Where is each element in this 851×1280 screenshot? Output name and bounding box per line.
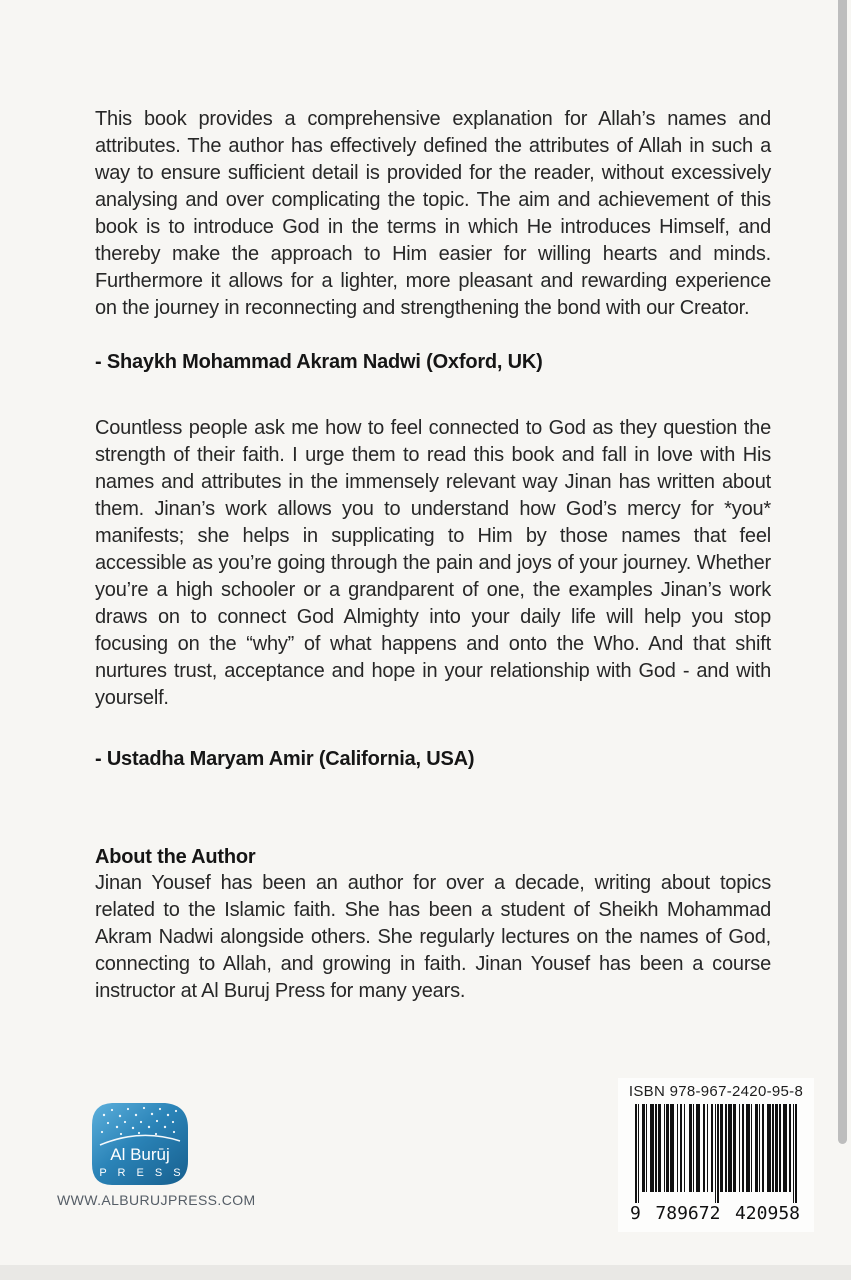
barcode-bar bbox=[655, 1104, 656, 1192]
photo-edge-shadow bbox=[0, 1265, 851, 1280]
ean13-barcode bbox=[635, 1104, 796, 1208]
barcode-bar bbox=[711, 1104, 714, 1192]
endorsement-1-text: This book provides a comprehensive explanation for Allah’s names and attributes. The author has effectively defined the attributes of Allah in such a way to ensure sufficient detail is provided for the reader, without excessively analysing and over complicating the topic. The aim and achievement of this book is to introduce God in the terms in which He introduces Himself, and thereby make the approach to Him easier for willing hearts and minds. Furthermore it allows for a lighter, more pleasant and rewarding experience on the journey in reconnecting and strengthening the bond with our Creator. bbox=[95, 108, 771, 319]
barcode-bar bbox=[677, 1104, 678, 1192]
back-cover-text-column bbox=[95, 106, 771, 1005]
barcode-bar bbox=[779, 1104, 780, 1192]
barcode-bar bbox=[715, 1104, 716, 1206]
about-author-text: Jinan Yousef has been an author for over a decade, writing about topics related to the Islamic faith. She has been a student of Sheikh Mohammad Akram Nadwi alongside others. She regularly lectures on the names of God, connecting to Allah, and growing in faith. Jinan Yousef has been a course instructor at Al Buruj Press for many years. bbox=[95, 872, 771, 1002]
barcode-bar bbox=[670, 1104, 674, 1192]
barcode-bar bbox=[658, 1104, 661, 1192]
barcode-bar bbox=[693, 1104, 694, 1192]
barcode-bar bbox=[725, 1104, 726, 1192]
endorsement-2-attribution: - Ustadha Maryam Amir (California, USA) bbox=[95, 748, 475, 770]
barcode-bar bbox=[696, 1104, 700, 1192]
barcode-bar bbox=[680, 1104, 683, 1192]
barcode-digit-group: 9 bbox=[630, 1203, 641, 1224]
publisher-website-url: WWW.ALBURUJPRESS.COM bbox=[57, 1192, 256, 1208]
logo-subtitle: P R E S S bbox=[99, 1167, 185, 1179]
about-author-heading: About the Author bbox=[95, 846, 256, 868]
barcode-digit-group: 789672 bbox=[655, 1203, 721, 1224]
barcode-digits bbox=[628, 1203, 802, 1224]
barcode-bar bbox=[664, 1104, 665, 1192]
barcode-bar bbox=[650, 1104, 654, 1192]
barcode-bar bbox=[795, 1104, 796, 1206]
barcode-bar bbox=[783, 1104, 787, 1192]
endorsement-1-attribution: - Shaykh Mohammad Akram Nadwi (Oxford, UK) bbox=[95, 351, 543, 373]
logo-title: Al Burūj bbox=[110, 1145, 170, 1164]
isbn-barcode-block bbox=[618, 1078, 814, 1232]
barcode-bar bbox=[666, 1104, 669, 1192]
barcode-bar bbox=[755, 1104, 758, 1192]
al-buruj-press-logo-icon bbox=[90, 1101, 190, 1187]
barcode-bar bbox=[759, 1104, 760, 1192]
barcode-bar bbox=[762, 1104, 765, 1192]
barcode-bar bbox=[684, 1104, 685, 1192]
barcode-bar bbox=[720, 1104, 723, 1192]
barcode-bar bbox=[793, 1104, 794, 1206]
barcode-bar bbox=[733, 1104, 736, 1192]
barcode-digit-group: 420958 bbox=[734, 1203, 800, 1224]
isbn-number-label: ISBN 978-967-2420-95-8 bbox=[628, 1083, 804, 1100]
publisher-logo bbox=[90, 1101, 190, 1187]
barcode-bar bbox=[789, 1104, 792, 1192]
barcode-bar bbox=[767, 1104, 771, 1192]
barcode-bar bbox=[646, 1104, 647, 1192]
endorsement-2-text: Countless people ask me how to feel connected to God as they question the strength of their faith. I urge them to read this book and fall in love with His names and attributes in the immensely relevant way Jinan has written about them. Jinan’s work allows you to understand how God’s mercy for *you* manifests; she helps in supplicating to Him by those names that feel accessible as you’re going through the pain and joys of your journey. Whether you’re a high schooler or a grandparent of one, the examples Jinan’s work draws on to connect God Almighty into your daily life will help you stop focusing on the “why” of what happens and onto the Who. And that shift nurtures trust, acceptance and hope in your relationship with God - and with yourself. bbox=[95, 417, 771, 709]
barcode-bar bbox=[746, 1104, 750, 1192]
barcode-bar bbox=[728, 1104, 732, 1192]
barcode-bar bbox=[707, 1104, 708, 1192]
barcode-bar bbox=[739, 1104, 740, 1192]
barcode-bar bbox=[689, 1104, 692, 1192]
barcode-bar bbox=[638, 1104, 639, 1206]
barcode-bar bbox=[717, 1104, 718, 1206]
barcode-bar bbox=[642, 1104, 645, 1192]
barcode-bar bbox=[772, 1104, 773, 1192]
barcode-bar bbox=[751, 1104, 752, 1192]
barcode-bar bbox=[635, 1104, 636, 1206]
barcode-bar bbox=[742, 1104, 745, 1192]
barcode-bar bbox=[775, 1104, 778, 1192]
barcode-bar bbox=[703, 1104, 706, 1192]
scrollbar-thumb[interactable] bbox=[838, 0, 847, 1144]
